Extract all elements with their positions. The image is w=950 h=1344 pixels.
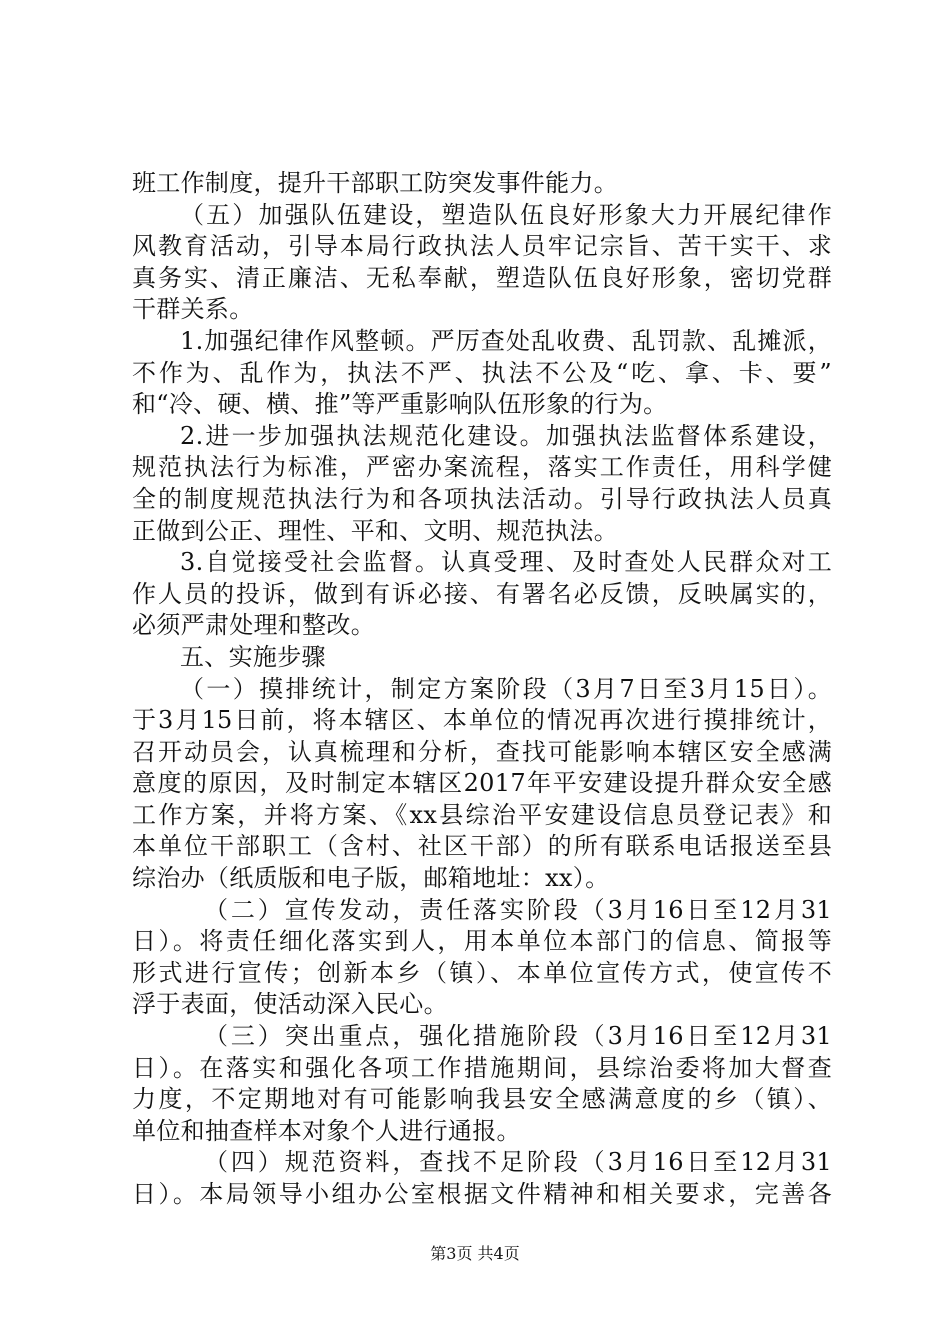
text-line: 浮于表面，使活动深入民心。 [132, 990, 448, 1019]
text-line: （三）突出重点，强化措施阶段（3月16日至12月31 [204, 1022, 832, 1051]
text-line: （一）摸排统计，制定方案阶段（3月7日至3月15日）。 [180, 674, 832, 703]
text-line: 3.自觉接受社会监督。认真受理、及时查处人民群众对工 [180, 548, 832, 577]
text-line: 规范执法行为标准，严密办案流程，落实工作责任，用科学健 [132, 453, 832, 482]
text-line: 综治办（纸质版和电子版，邮箱地址：xx）。 [132, 864, 610, 893]
text-line: 1.加强纪律作风整顿。严厉查处乱收费、乱罚款、乱摊派， [180, 326, 832, 355]
text-line: 真务实、清正廉洁、无私奉献，塑造队伍良好形象，密切党群 [132, 263, 832, 292]
text-line: 全的制度规范执法行为和各项执法活动。引导行政执法人员真 [132, 484, 832, 513]
text-line: （五）加强队伍建设，塑造队伍良好形象大力开展纪律作 [180, 200, 832, 229]
text-line: 正做到公正、理性、平和、文明、规范执法。 [132, 516, 618, 545]
text-line: 日）。将责任细化落实到人，用本单位本部门的信息、简报等 [132, 927, 832, 956]
text-line: （四）规范资料，查找不足阶段（3月16日至12月31 [204, 1148, 832, 1177]
text-line: 工作方案，并将方案、《xx县综治平安建设信息员登记表》和 [132, 800, 832, 829]
text-line: 意度的原因，及时制定本辖区2017年平安建设提升群众安全感 [132, 769, 832, 798]
text-line: 日）。在落实和强化各项工作措施期间，县综治委将加大督查 [132, 1053, 832, 1082]
document-body [132, 168, 832, 1211]
text-line: 干群关系。 [132, 295, 254, 324]
text-line: 单位和抽查样本对象个人进行通报。 [132, 1116, 521, 1145]
text-line: 作人员的投诉，做到有诉必接、有署名必反馈，反映属实的， [132, 579, 832, 608]
text-line: 日）。本局领导小组办公室根据文件精神和相关要求，完善各 [132, 1180, 832, 1208]
text-line: 班工作制度，提升干部职工防突发事件能力。 [132, 169, 618, 197]
text-line: 于3月15日前，将本辖区、本单位的情况再次进行摸排统计， [132, 706, 832, 735]
page-footer: 第3页 共4页 [430, 1244, 520, 1263]
text-line: 2.进一步加强执法规范化建设。加强执法监督体系建设， [180, 421, 832, 450]
text-line: 必须严肃处理和整改。 [132, 611, 375, 640]
text-line: 五、实施步骤 [180, 642, 326, 671]
text-line: （二）宣传发动，责任落实阶段（3月16日至12月31 [204, 895, 832, 924]
text-line: 不作为、乱作为，执法不严、执法不公及“吃、拿、卡、要” [132, 358, 832, 387]
text-line: 力度，不定期地对有可能影响我县安全感满意度的乡（镇）、 [132, 1085, 832, 1114]
text-line: 和“冷、硬、横、推”等严重影响队伍形象的行为。 [132, 390, 668, 419]
text-line: 风教育活动，引导本局行政执法人员牢记宗旨、苦干实干、求 [132, 232, 832, 261]
text-line: 本单位干部职工（含村、社区干部）的所有联系电话报送至县 [132, 832, 832, 861]
text-line: 召开动员会，认真梳理和分析，查找可能影响本辖区安全感满 [132, 737, 832, 766]
text-line: 形式进行宣传；创新本乡（镇）、本单位宣传方式，使宣传不 [132, 958, 832, 987]
